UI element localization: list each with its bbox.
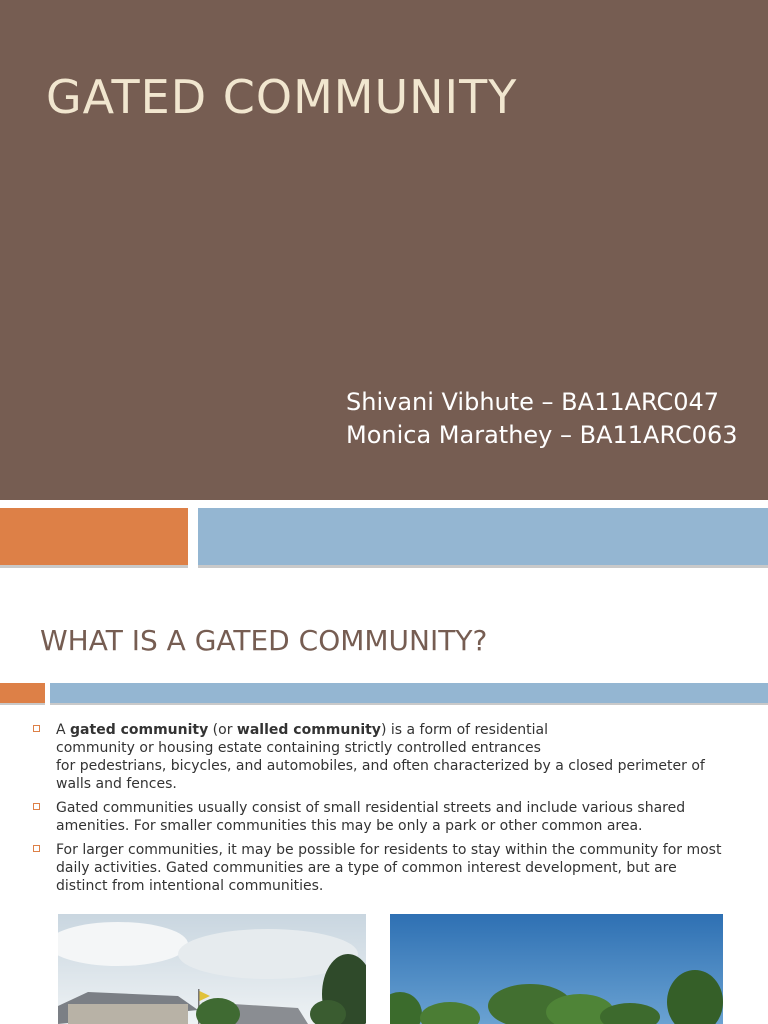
bold-term: gated community (70, 722, 209, 738)
bullet-text: For larger communities, it may be possible for residents to stay within the community for most daily activities. Gated communities are a type of common interest development, but are distinct from intentional communities. (56, 842, 722, 894)
houses-photo-illustration (58, 914, 366, 1024)
square-bullet-icon (33, 725, 40, 732)
square-bullet-icon (33, 845, 40, 852)
accent-bar-blue-wide (50, 683, 768, 705)
author-block (346, 386, 738, 452)
bullet-text: for pedestrians, bicycles, and automobiles, and often characterized by a closed perimeter of walls and fences. (56, 758, 705, 792)
bullet-text: community or housing estate containing strictly controlled entrances (56, 740, 541, 756)
section-heading: WHAT IS A GATED COMMUNITY? (40, 624, 488, 657)
bullet-item-1 (32, 721, 732, 793)
bullet-text: ) is a form of residential (380, 722, 549, 738)
title-slide (0, 0, 768, 500)
bullet-list (32, 721, 732, 901)
author-1: Shivani Vibhute – BA11ARC047 (346, 388, 720, 416)
bullet-text: (or (208, 722, 237, 738)
accent-bar-orange-small (0, 683, 45, 705)
bullet-text: Gated communities usually consist of small residential streets and include various shared amenities. For smaller communities this may be only a park or other common area. (56, 800, 686, 834)
author-2: Monica Marathey – BA11ARC063 (346, 421, 738, 449)
bullet-item-3 (32, 841, 732, 895)
photo-gated-houses (58, 914, 366, 1024)
square-bullet-icon (33, 803, 40, 810)
bullet-item-2 (32, 799, 732, 835)
photo-trees-blue-sky (390, 914, 723, 1024)
trees-photo-illustration (390, 914, 723, 1024)
accent-bar-blue (198, 508, 768, 568)
slide-title: GATED COMMUNITY (46, 70, 518, 124)
bold-term: walled community (236, 722, 381, 738)
accent-bar-orange (0, 508, 188, 568)
bullet-text: A (56, 722, 71, 738)
